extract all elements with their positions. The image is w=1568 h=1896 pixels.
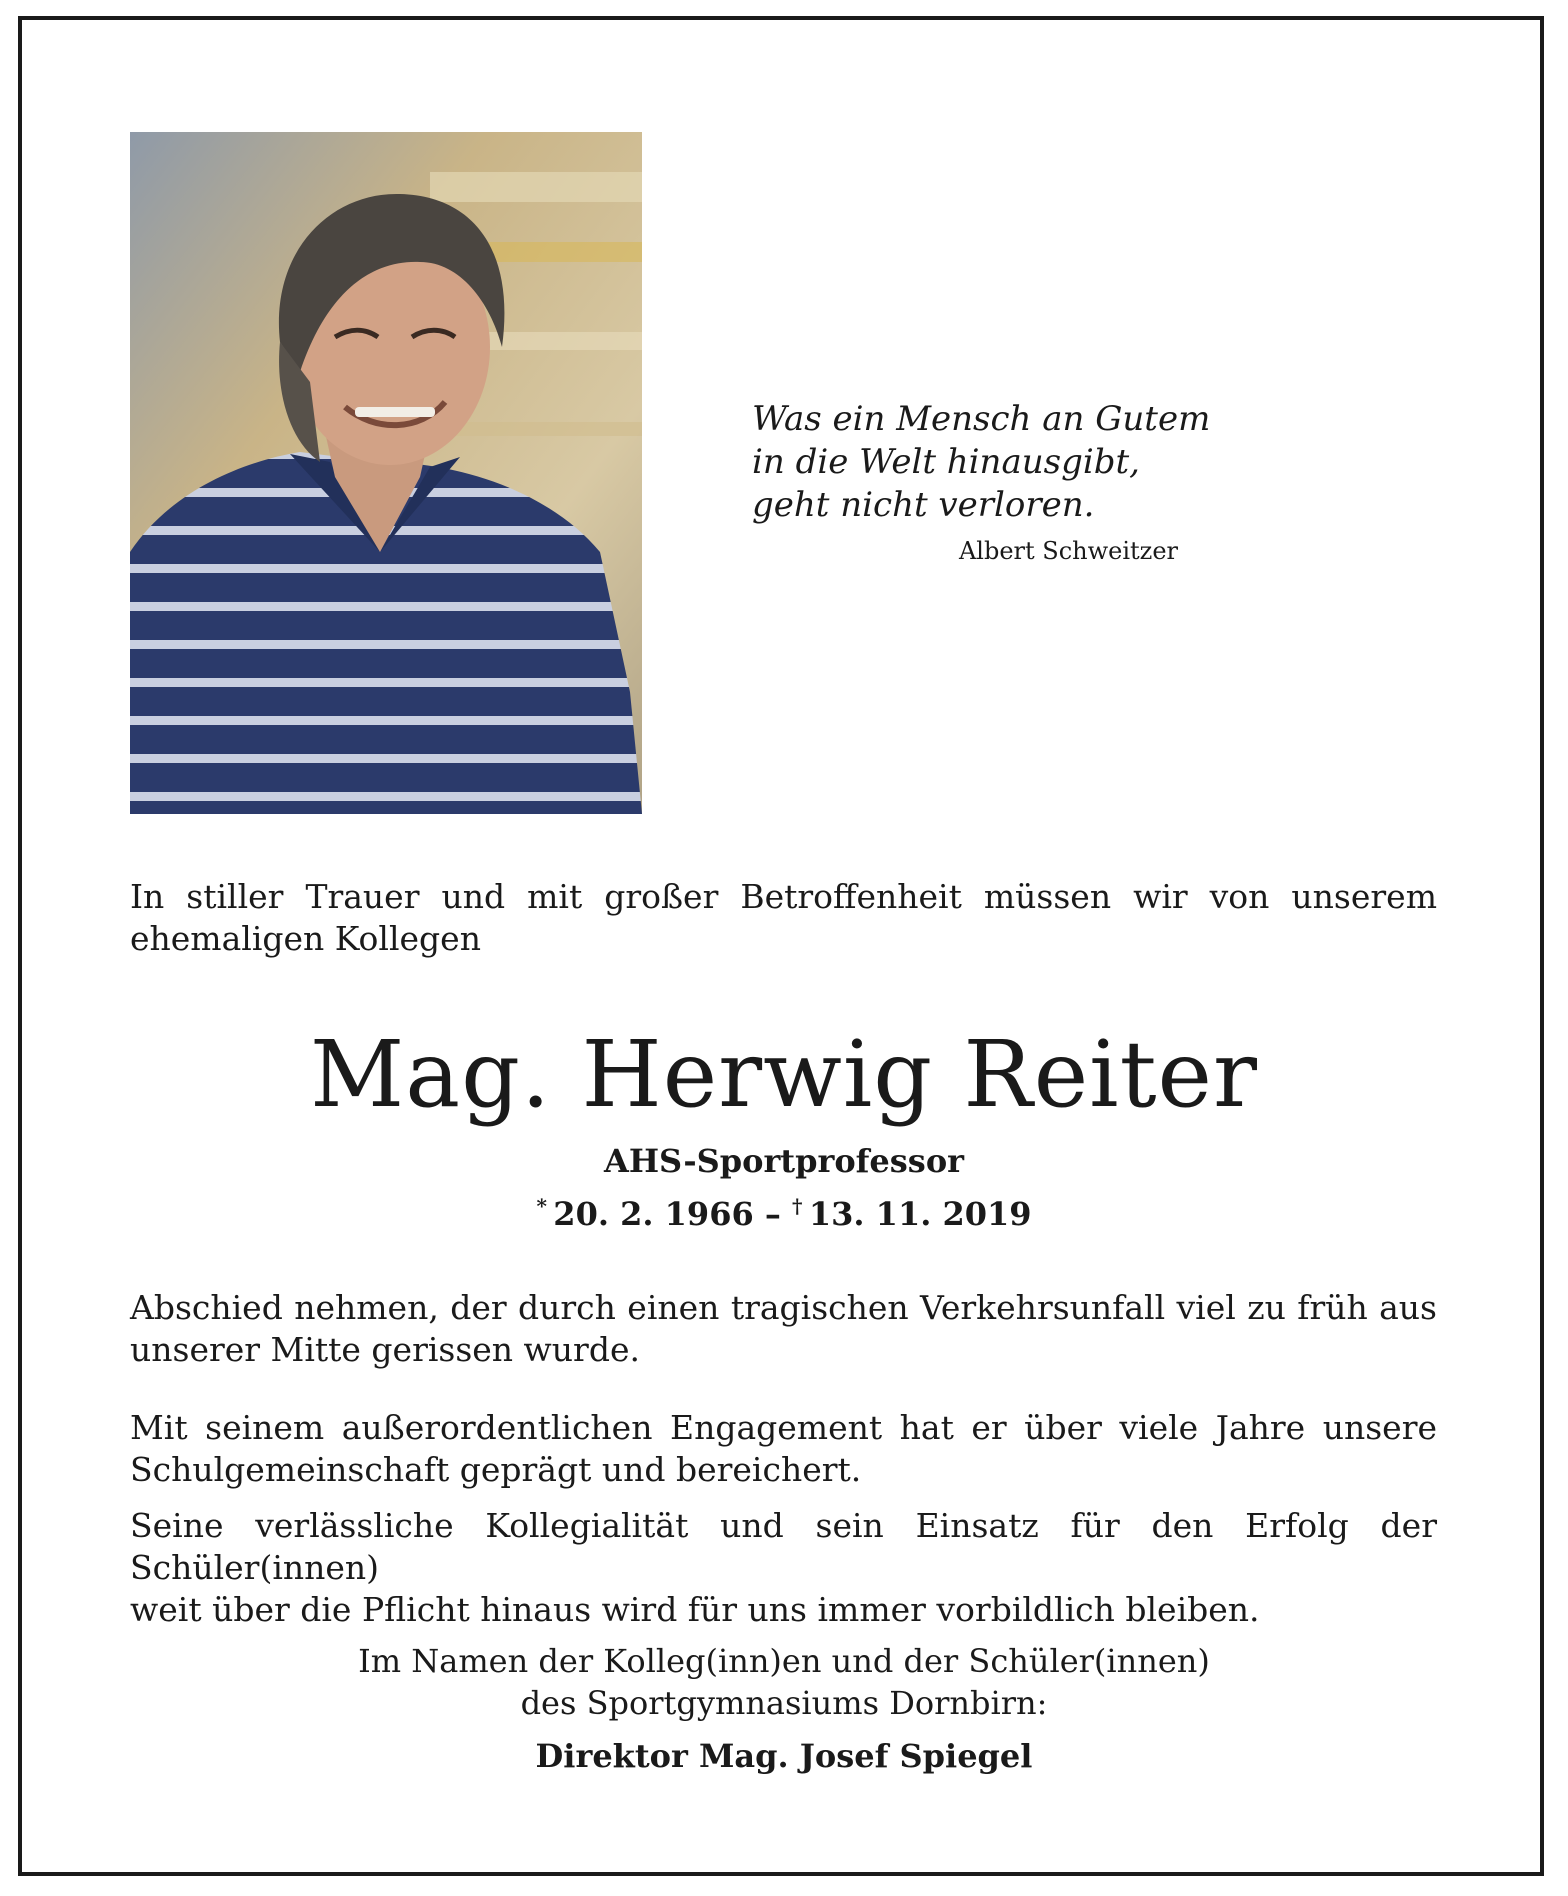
paragraph-line: Schulgemeinschaft geprägt und bereichert. — [130, 1450, 862, 1489]
deceased-profession: AHS-Sportprofessor — [603, 1142, 965, 1180]
paragraph-collegiality — [130, 1505, 1437, 1631]
birth-symbol: * — [536, 1194, 547, 1218]
intro-text — [130, 876, 1437, 960]
paragraph-line: weit über die Pflicht hinaus wird für uns immer vorbildlich bleiben. — [130, 1590, 1260, 1629]
signer-name: Direktor Mag. Josef Spiegel — [535, 1737, 1033, 1775]
paragraph-engagement — [130, 1407, 1437, 1491]
deceased-name: Mag. Herwig Reiter — [310, 1021, 1258, 1128]
paragraph-line: Seine verlässliche Kollegialität und sein Einsatz für den Erfolg der Schüler(innen) — [130, 1506, 1437, 1587]
quote — [752, 398, 1211, 527]
signature-line: des Sportgymnasiums Dornbirn: — [520, 1684, 1048, 1722]
paragraph-line: unserer Mitte gerissen wurde. — [130, 1330, 640, 1369]
signature-line: Im Namen der Kolleg(inn)en und der Schüler(innen) — [358, 1642, 1210, 1680]
quote-line: Was ein Mensch an Gutem — [752, 399, 1211, 439]
life-dates — [0, 1185, 1568, 1235]
paragraph-line: Abschied nehmen, der durch einen tragischen Verkehrsunfall viel zu früh aus — [130, 1288, 1437, 1327]
death-symbol: † — [792, 1194, 803, 1218]
birth-date: 20. 2. 1966 — [553, 1195, 754, 1233]
death-date: 13. 11. 2019 — [808, 1195, 1032, 1233]
portrait-illustration — [130, 132, 642, 814]
portrait-photo — [130, 132, 642, 814]
paragraph-line: Mit seinem außerordentlichen Engagement hat er über viele Jahre unsere — [130, 1408, 1437, 1447]
quote-line: geht nicht verloren. — [752, 485, 1095, 525]
intro-line: ehemaligen Kollegen — [130, 919, 481, 958]
quote-author: Albert Schweitzer — [958, 537, 1178, 565]
quote-line: in die Welt hinausgibt, — [752, 442, 1140, 482]
date-separator: – — [764, 1195, 781, 1233]
intro-line: In stiller Trauer und mit großer Betroffenheit müssen wir von unserem — [130, 877, 1437, 916]
paragraph-farewell — [130, 1287, 1437, 1371]
